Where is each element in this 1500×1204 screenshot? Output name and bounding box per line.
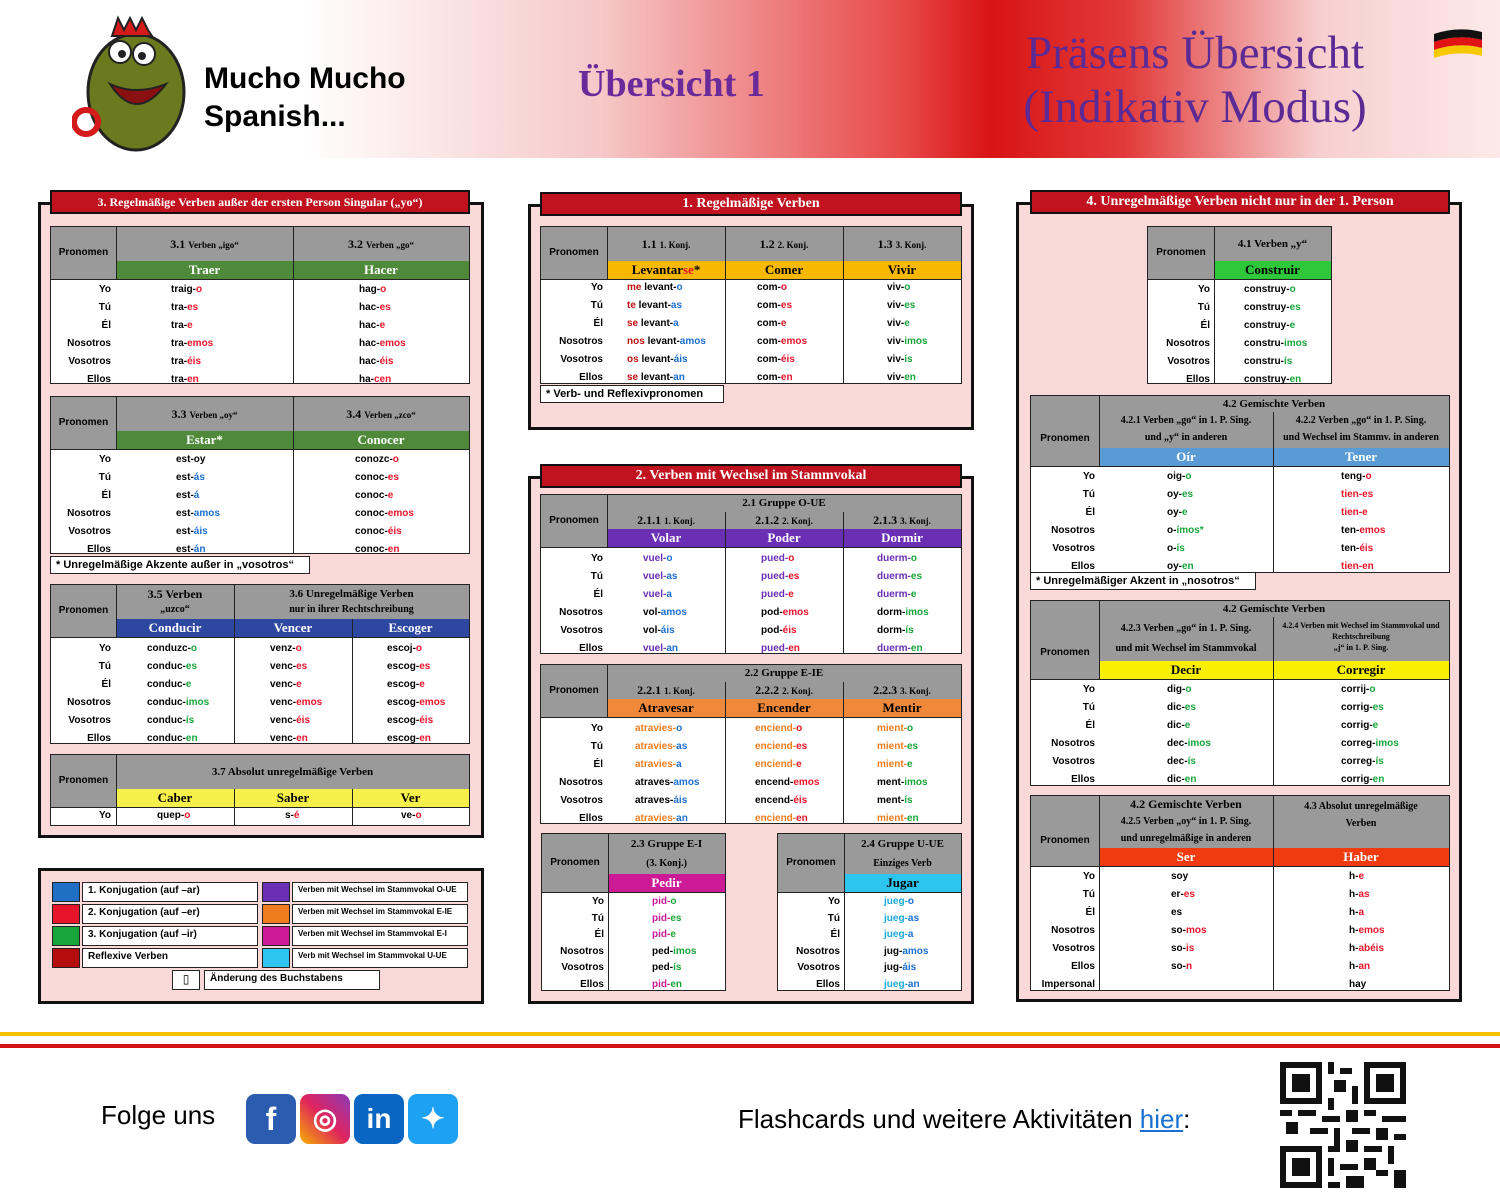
brand-name: Mucho Mucho Spanish...	[204, 62, 406, 133]
pronoun-header: Pronomen	[51, 397, 116, 449]
header-1-1: 1.1 1. Konj.	[607, 227, 725, 261]
olive-mascot-logo	[72, 14, 197, 154]
footer-stripe-red	[0, 1044, 1500, 1048]
conjugation-decir: dig-o dic-es dic-e dec-imos dec-ís dic-en	[1167, 684, 1211, 785]
header-4-2-2: 4.2.2 Verben „go“ in 1. P. Sing. und Wechsel im Stammv. in anderen	[1273, 412, 1449, 448]
verb-corregir: Corregir	[1273, 661, 1449, 679]
conjugation-estar: est-oy est-ás est-á est-amos est-áis est-án	[176, 454, 220, 555]
section-2-title: 2. Verben mit Wechsel im Stammvokal	[540, 464, 962, 488]
verb-ver: Ver	[352, 789, 469, 807]
conjugation-conocer: conozc-o conoc-es conoc-e conoc-emos conoc-éis conoc-en	[355, 454, 414, 555]
conjugation-caber-yo: quep-o	[157, 810, 191, 821]
german-flag-icon	[1432, 26, 1484, 60]
pronoun-header: Pronomen	[51, 227, 116, 279]
pronoun-list: Yo Tú Él Nosotros Vosotros Ellos	[559, 282, 603, 383]
section-1-title: 1. Regelmäßige Verben	[540, 192, 962, 216]
table-4-2-1-4-2-2	[1030, 395, 1450, 573]
verb-levantarse: Levantarse*	[607, 261, 725, 279]
header-2-2-3: 2.2.3 3. Konj.	[843, 682, 961, 699]
conjugation-jugar: jueg-o jueg-as jueg-a jug-amos jug-áis jueg-an	[884, 896, 929, 990]
header-4-2: 4.2 Gemischte Verben	[1099, 396, 1449, 412]
header-3-6: 3.6 Unregelmäßige Verben nur in ihrer Rechtschreibung	[234, 585, 469, 619]
conjugation-pedir: pid-o pid-es pid-e ped-imos ped-ís pid-en	[652, 896, 697, 990]
pronoun-header: Pronomen	[1031, 601, 1099, 679]
pronoun-header: Pronomen	[1031, 796, 1099, 866]
pronoun-list: Yo Tú Él Nosotros Vosotros Ellos	[1051, 684, 1095, 785]
header-2-1-1: 2.1.1 1. Konj.	[607, 512, 725, 529]
verb-encender: Encender	[725, 699, 843, 717]
pronoun-header: Pronomen	[542, 834, 608, 892]
verb-pedir: Pedir	[608, 874, 725, 892]
section-4-title: 4. Unregelmäßige Verben nicht nur in der 1. Person	[1030, 190, 1450, 214]
header-2-1-2: 2.1.2 2. Konj.	[725, 512, 843, 529]
footnote-oir: * Unregelmäßiger Akzent in „nosotros“	[1030, 572, 1256, 590]
conjugation-encender: enciend-o enciend-es enciend-e encend-emos encend-éis enciend-en	[755, 723, 820, 824]
pronoun-list: Yo Tú Él Nosotros Vosotros Ellos	[796, 896, 840, 990]
conjugation-ser: soy er-es es so-mos so-is so-n	[1171, 871, 1207, 972]
table-3-1-3-2	[50, 226, 470, 384]
conjugation-dormir: duerm-o duerm-es duerm-e dorm-imos dorm-ís duerm-en	[877, 553, 929, 654]
pronoun-list: Yo Tú Él Nosotros Vosotros Ellos	[1166, 284, 1210, 385]
verb-oir: Oír	[1099, 448, 1273, 466]
table-2-2	[540, 664, 962, 824]
pronoun-yo: Yo	[98, 810, 111, 821]
table-2-1	[540, 494, 962, 654]
conjugation-vivir: viv-o viv-es viv-e viv-imos viv-ís viv-en	[887, 282, 928, 383]
flashcards-text: Flashcards und weitere Aktivitäten hier:	[738, 1104, 1191, 1134]
conjugation-mentir: mient-o mient-es mient-e ment-imos ment-ís mient-en	[877, 723, 928, 824]
table-1	[540, 226, 962, 384]
section-3-title: 3. Regelmäßige Verben außer der ersten Person Singular („yo“)	[50, 190, 470, 214]
verb-decir: Decir	[1099, 661, 1273, 679]
verb-atravesar: Atravesar	[607, 699, 725, 717]
conjugation-vencer: venz-o venc-es venc-e venc-emos venc-éis venc-en	[270, 643, 323, 744]
header-1-3: 1.3 3. Konj.	[843, 227, 961, 261]
pronoun-list: Yo Tú Él Nosotros Vosotros Ellos	[560, 896, 604, 990]
verb-saber: Saber	[234, 789, 352, 807]
verb-escoger: Escoger	[352, 619, 469, 637]
verb-poder: Poder	[725, 529, 843, 547]
table-4-1	[1147, 226, 1332, 384]
footnote-reflexive: * Verb- und Reflexivpronomen	[540, 385, 724, 403]
conjugation-escoger: escoj-o escog-es escog-e escog-emos escog-éis escog-en	[387, 643, 446, 744]
verb-estar: Estar*	[116, 431, 293, 449]
pronoun-header: Pronomen	[541, 665, 607, 717]
header-3-2: 3.2 Verben „go“	[293, 227, 469, 261]
pronoun-list: Yo Tú Él Nosotros Vosotros Ellos	[559, 553, 603, 654]
conjugation-levantarse: me levant-o te levant-as se levant-a nos levant-amos os levant-áis se levant-an	[627, 282, 706, 383]
header-2-1: 2.1 Gruppe O-UE	[607, 495, 961, 512]
conjugation-poder: pued-o pued-es pued-e pod-emos pod-éis pued-en	[761, 553, 809, 654]
legend-label-ir: 3. Konjugation (auf –ir)	[82, 926, 258, 946]
header-2-2-1: 2.2.1 1. Konj.	[607, 682, 725, 699]
header-2-2: 2.2 Gruppe E-IE	[607, 665, 961, 682]
pronoun-header: Pronomen	[1031, 396, 1099, 466]
legend-swatch-o-ue	[262, 882, 290, 902]
pronoun-header: Pronomen	[51, 755, 116, 807]
pronoun-list: Yo Tú Él Nosotros Vosotros Ellos	[67, 643, 111, 744]
legend	[52, 882, 472, 992]
pronoun-list: Yo Tú Él Nosotros Vosotros Ellos	[67, 454, 111, 555]
verb-conocer: Conocer	[293, 431, 469, 449]
conjugation-comer: com-o com-es com-e com-emos com-éis com-en	[757, 282, 808, 383]
header-2-3: 2.3 Gruppe E-I (3. Konj.)	[608, 834, 725, 874]
change-marker-icon: ▯	[172, 970, 200, 990]
header-3-7: 3.7 Absolut unregelmäßige Verben	[116, 755, 469, 789]
legend-swatch-ir	[52, 926, 80, 946]
legend-swatch-ar	[52, 882, 80, 902]
pronoun-list: Yo Tú Él Nosotros Vosotros Ellos Impersonal	[1041, 871, 1095, 990]
conjugation-tener: teng-o tien-es tien-e ten-emos ten-éis tien-en	[1341, 471, 1386, 572]
header-2-4: 2.4 Gruppe U-UE Einziges Verb	[844, 834, 961, 874]
linkedin-icon[interactable]: in	[354, 1094, 404, 1144]
verb-vivir: Vivir	[843, 261, 961, 279]
verb-caber: Caber	[116, 789, 234, 807]
header-3-4: 3.4 Verben „zco“	[293, 397, 469, 431]
pronoun-header: Pronomen	[541, 227, 607, 279]
header-3-3: 3.3 Verben „oy“	[116, 397, 293, 431]
verb-comer: Comer	[725, 261, 843, 279]
conjugation-traer: traig-o tra-es tra-e tra-emos tra-éis tra-en	[171, 284, 214, 385]
header-4-3: 4.3 Absolut unregelmäßige Verben	[1273, 796, 1449, 848]
verb-hacer: Hacer	[293, 261, 469, 279]
pronoun-header: Pronomen	[778, 834, 844, 892]
legend-swatch-e-i	[262, 926, 290, 946]
legend-label-ar: 1. Konjugation (auf –ar)	[82, 882, 258, 902]
flashcards-link[interactable]: hier	[1139, 1104, 1184, 1134]
verb-ser: Ser	[1099, 848, 1273, 866]
legend-label-er: 2. Konjugation (auf –er)	[82, 904, 258, 924]
conjugation-saber-yo: s-é	[285, 810, 300, 821]
conjugation-hacer: hag-o hac-es hac-e hac-emos hac-éis ha-cen	[359, 284, 406, 385]
pronoun-list: Yo Tú Él Nosotros Vosotros Ellos	[67, 284, 111, 385]
header-2-1-3: 2.1.3 3. Konj.	[843, 512, 961, 529]
conjugation-conducir: conduzc-o conduc-es conduc-e conduc-imos conduc-ís conduc-en	[147, 643, 210, 744]
table-2-4	[777, 833, 962, 991]
verb-construir: Construir	[1214, 261, 1331, 279]
legend-swatch-u-ue	[262, 948, 290, 968]
legend-label-reflexive: Reflexive Verben	[82, 948, 258, 968]
verb-vencer: Vencer	[234, 619, 352, 637]
header-3-5: 3.5 Verben „uzco“	[116, 585, 234, 619]
verb-dormir: Dormir	[843, 529, 961, 547]
page-title: Präsens Übersicht (Indikativ Modus)	[1023, 27, 1367, 133]
header-4-2-5: 4.2 Gemischte Verben 4.2.5 Verben „oy“ in 1. P. Sing. und unregelmäßige in anderen	[1099, 796, 1273, 848]
footer-stripe-yellow	[0, 1032, 1500, 1036]
table-3-7	[50, 754, 470, 826]
header-4-2b: 4.2 Gemischte Verben	[1099, 601, 1449, 617]
qr-code[interactable]	[1280, 1062, 1406, 1188]
verb-conducir: Conducir	[116, 619, 234, 637]
sheet-number: Übersicht 1	[578, 63, 765, 105]
legend-label-e-i: Verben mit Wechsel im Stammvokal E-I	[292, 926, 468, 946]
pronoun-list: Yo Tú Él Nosotros Vosotros Ellos	[559, 723, 603, 824]
header-2-2-2: 2.2.2 2. Konj.	[725, 682, 843, 699]
conjugation-ver-yo: ve-o	[401, 810, 422, 821]
pronoun-list: Yo Tú Él Nosotros Vosotros Ellos	[1051, 471, 1095, 572]
table-4-2-5-4-3	[1030, 795, 1450, 991]
legend-swatch-reflexive	[52, 948, 80, 968]
verb-volar: Volar	[607, 529, 725, 547]
footnote-estar: * Unregelmäßige Akzente außer in „vosotros“	[50, 556, 310, 574]
pronoun-header: Pronomen	[51, 585, 116, 637]
verb-haber: Haber	[1273, 848, 1449, 866]
twitter-icon[interactable]: ✦	[408, 1094, 458, 1144]
header-4-1: 4.1 Verben „y“	[1214, 227, 1331, 261]
header-3-1: 3.1 Verben „igo“	[116, 227, 293, 261]
legend-swatch-er	[52, 904, 80, 924]
facebook-icon[interactable]: f	[246, 1094, 296, 1144]
pronoun-header: Pronomen	[541, 495, 607, 547]
conjugation-haber: h-e h-as h-a h-emos h-abéis h-an hay	[1349, 871, 1385, 990]
header-4-2-3: 4.2.3 Verben „go“ in 1. P. Sing. und mit Wechsel im Stammvokal	[1099, 617, 1273, 661]
table-3-5-3-6	[50, 584, 470, 744]
instagram-icon[interactable]: ◎	[300, 1094, 350, 1144]
table-2-3	[541, 833, 726, 991]
header-4-2-4: 4.2.4 Verben mit Wechsel im Stammvokal und Rechtschreibung „j“ in 1. P. Sing.	[1273, 617, 1449, 661]
verb-mentir: Mentir	[843, 699, 961, 717]
legend-label-e-ie: Verben mit Wechsel im Stammvokal E-IE	[292, 904, 468, 924]
conjugation-atravesar: atravies-o atravies-as atravies-a atraves-amos atraves-áis atravies-an	[635, 723, 700, 824]
pronoun-header: Pronomen	[1148, 227, 1214, 279]
follow-label: Folge uns	[101, 1100, 216, 1130]
legend-label-change: Änderung des Buchstabens	[204, 970, 380, 990]
legend-swatch-e-ie	[262, 904, 290, 924]
verb-traer: Traer	[116, 261, 293, 279]
legend-label-o-ue: Verben mit Wechsel im Stammvokal O-UE	[292, 882, 468, 902]
table-4-2-3-4-2-4	[1030, 600, 1450, 786]
verb-tener: Tener	[1273, 448, 1449, 466]
header-1-2: 1.2 2. Konj.	[725, 227, 843, 261]
conjugation-construir: construy-o construy-es construy-e constru-imos constru-ís construy-en	[1244, 284, 1308, 385]
conjugation-volar: vuel-o vuel-as vuel-a vol-amos vol-áis vuel-an	[643, 553, 687, 654]
legend-label-u-ue: Verb mit Wechsel im Stammvokal U-UE	[292, 948, 468, 968]
table-3-3-3-4	[50, 396, 470, 554]
header-4-2-1: 4.2.1 Verben „go“ in 1. P. Sing. und „y“ in anderen	[1099, 412, 1273, 448]
verb-jugar: Jugar	[844, 874, 961, 892]
conjugation-oir: oig-o oy-es oy-e o-ímos* o-ís oy-en	[1167, 471, 1204, 572]
conjugation-corregir: corrij-o corrig-es corrig-e correg-imos correg-ís corrig-en	[1341, 684, 1399, 785]
